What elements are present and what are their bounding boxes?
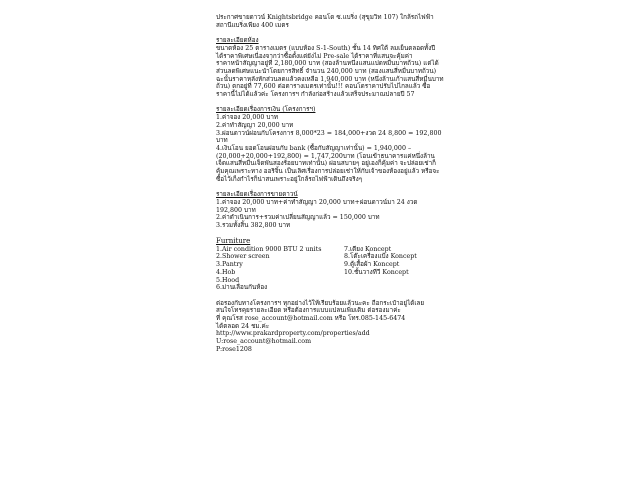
furniture-item: 1.Air condition 9000 BTU 2 units (216, 245, 322, 253)
furniture-row (216, 269, 444, 277)
furniture-item: 2.Shower screen (216, 253, 270, 261)
finance-line: 3.ผ่อนดาวน์ผ่อนกับโครงการ 8,000*23 = 184,000+งวด 24 8,800 = 192,800 บาท (216, 129, 442, 145)
furniture-row (216, 253, 444, 261)
furniture-heading: Furniture (216, 237, 251, 246)
contact-line: ได้ตลอด 24 ชม.ค่ะ (216, 322, 270, 330)
finance-line: 1.ค่าจอง 20,000 บาท (216, 114, 279, 122)
furniture-row (216, 284, 444, 292)
room-paragraph: ขนาดห้อง 25 ตารางเมตร (แบบห้อง S-1-South) ชั้น 14 ทิศใต้ ลมเย็นตลอดทั้งปี ได้ราคาพิเศษเนื่องจากว่าซื้อตั้งแต่ยังไม่ Pre-sale ได้ราคาที่แสนจะคุ้มค่า (216, 44, 436, 60)
sale-line: 1.ค่าจอง 20,000 บาท+ค่าทำสัญญา 20,000 บาท+ผ่อนดาวน์มา 24 งวด 192,800 บาท (216, 198, 418, 214)
furniture-item: 5.Hood (216, 276, 240, 284)
contact-line: ต่อรองกับทางโครงการฯ ทุกอย่างไว้ให้เรียบร้อยแล้วนะคะ ถือกระเป๋าอยู่ได้เลย (216, 299, 425, 307)
username-line: U:rose_account@hotmail.com (216, 338, 312, 346)
contact-line: สนใจโทรคุยรายละเอียด หรือต้องการแบบแปลนเพิ่มเติม ต่อรองมาค่ะ (216, 307, 401, 315)
furniture-item: 7.เตียง Koncept (344, 245, 392, 253)
document (216, 14, 444, 354)
contact-line: ที่ คุณโรส rose_account@hotmail.com หรือ โทร.085-145-6474 (216, 315, 406, 323)
furniture-item: 8.โต๊ะเครื่องแป้ง Koncept (344, 253, 417, 261)
finance-line: 2.ค่าทำสัญญา 20,000 บาท (216, 121, 294, 129)
furniture-item: 9.ตู้เสื้อผ้า Koncept (344, 261, 400, 269)
listing-url[interactable]: http://www.prakardproperty.com/properties/add (216, 330, 370, 338)
furniture-item: 10.ชั้นวางทีวี Koncept (344, 268, 409, 276)
finance-line: 4.เงินโอน ยอดโอนผ่อนกับ bank (ซื้อกับสัญญาเท่านั้น) = 1,940,000 – (20,000+20,000+192,800) = 1,747,200บาท (โอนเข้าธนาคารแค่หนึ่งล้านเจ็ดแสนสี่หมื่นเจ็ดพันสองร้อยบาทเท่านั้น) ผ่อนสบายๆ อยู่เองก็คุ้มค่า จะปล่อยเช่าก็คุ้มคุณเพราะทาง ออริจิ้น เป็นเลิศเรื่องการปล่อยเช่าให้กับเจ้าของห้องอยู่แล้ว หรือจะซื้อไว้เก็งกำไรก็น่าสนเพราะอยู่ใกล้รถไฟฟ้าเดินถึงจริงๆ (216, 144, 440, 183)
intro-text: ประกาศขายดาวน์ Knightsbridge คอนโด ซ.แบริ่ง (สุขุมวิท 107) ใกล้รถไฟฟ้าสถานีแบริ่งเพียง 400 เมตร (216, 14, 434, 29)
furniture-item: 6.ม่านเลื่อนกันห้อง (216, 284, 268, 292)
sale-line: 2.ค่าดำเนินการ+รวมค่าเปลี่ยนสัญญาแล้ว = 150,000 บาท (216, 214, 380, 222)
sale-line: 3.รวมทั้งสิ้น 382,800 บาท (216, 221, 291, 229)
finance-heading: รายละเอียดเรื่องการเงิน (โครงการฯ) (216, 106, 316, 114)
room-paragraph: ราคาหน้าสัญญาอยู่ที่ 2,180,000 บาท (สองล้านหนึ่งแสนแปดหมื่นบาทถ้วน) แต่ได้ส่วนลดพิเศษแนะนำโดยการสิทธิ์ จำนวน 240,000 บาท (สองแสนสี่หมื่นบาทถ้วน) ฉะนั้นราคาหลังหักส่วนลดแล้วคงเหลือ 1,940,000 บาท (หนึ่งล้านเก้าแสนสี่หมื่นบาทถ้วน) ตกอยู่ที่ 77,600 ต่อตารางเมตรเท่านั้น!!! คอนโดราคาปรับไปไกลแล้ว ซื้อราคานี้ไม่ได้แล้วค่ะ โครงการฯ กำลังก่อสร้างแล้วเสร็จประมาณปลายปี 57 (216, 60, 444, 99)
furniture-item: 3.Pantry (216, 261, 243, 269)
furniture-item: 4.Hob (216, 268, 236, 276)
room-heading: รายละเอียดห้อง (216, 37, 259, 45)
password-line: P:rose1208 (216, 345, 252, 353)
sale-heading: รายละเอียดเรื่องการขายดาวน์ (216, 191, 298, 199)
furniture-row (216, 261, 444, 269)
